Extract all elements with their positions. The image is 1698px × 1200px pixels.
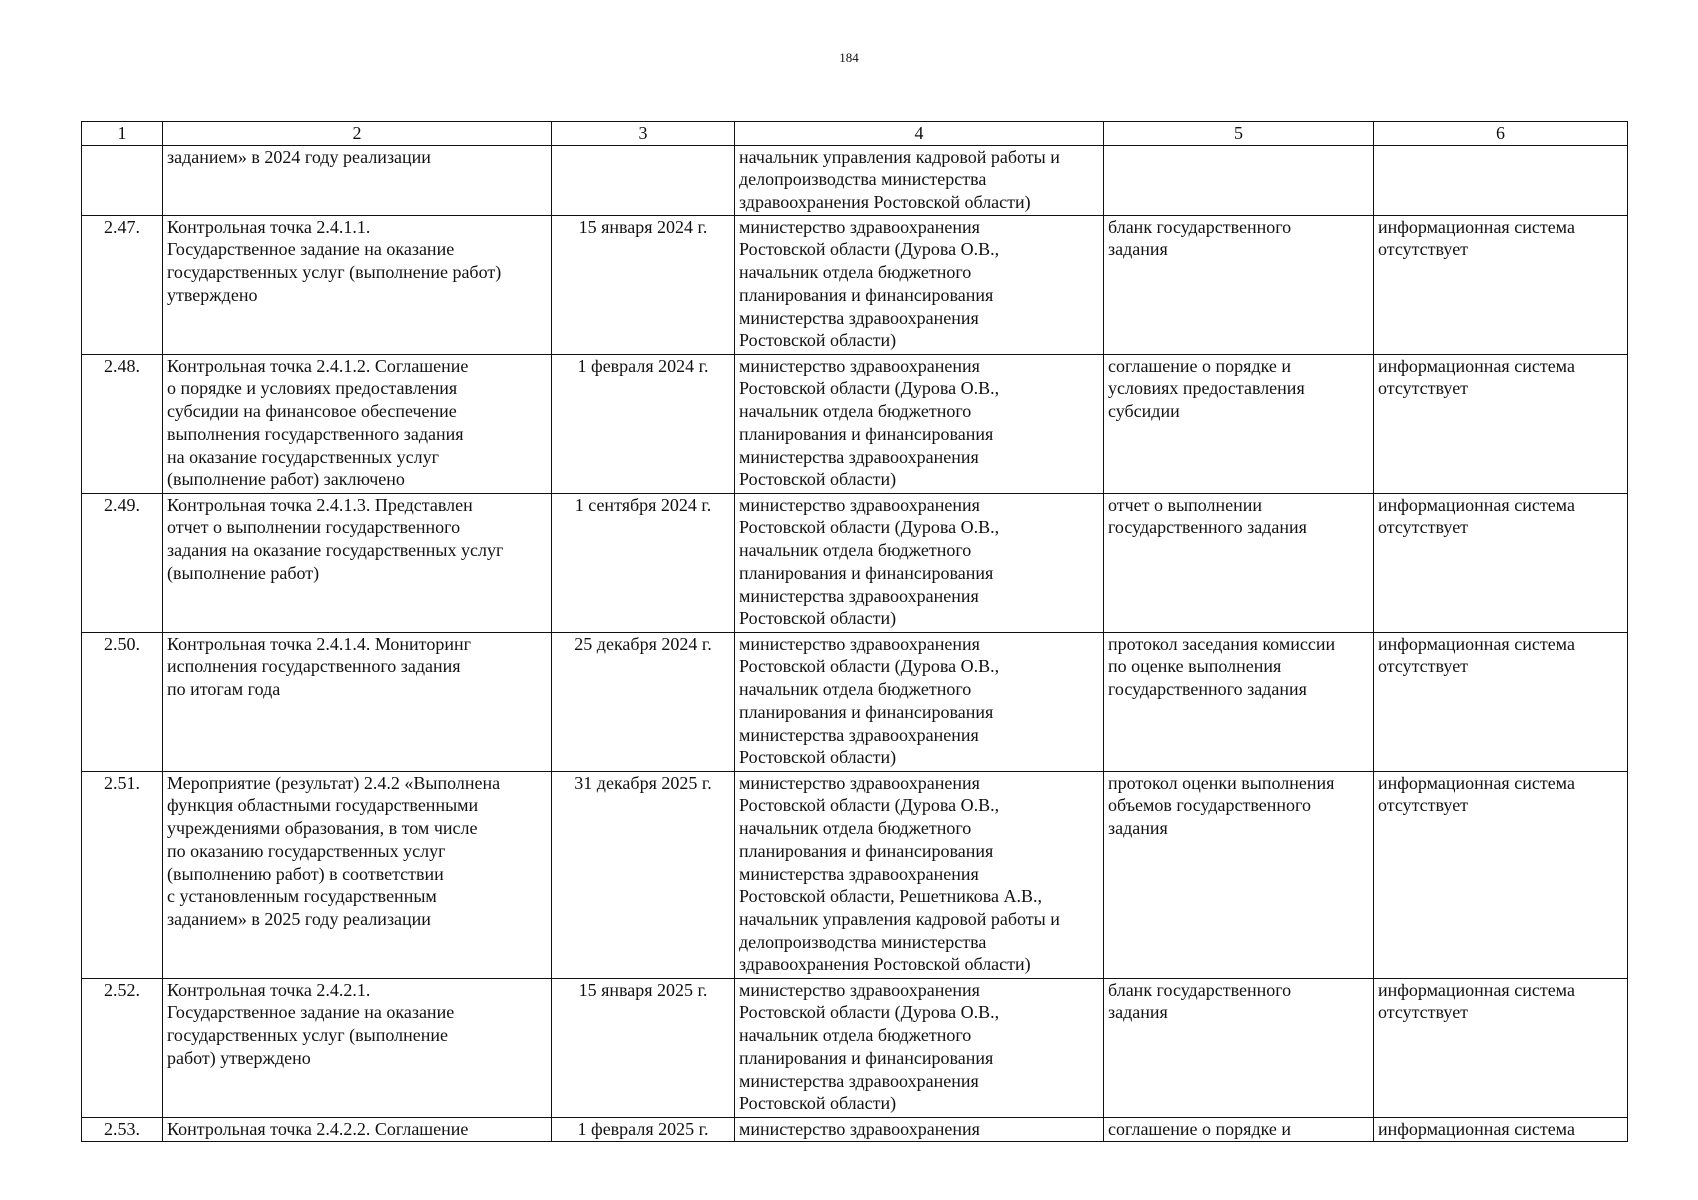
column-header: 1 bbox=[82, 122, 163, 146]
row-document: отчет о выполнении государственного задания bbox=[1104, 493, 1374, 632]
row-responsible: начальник управления кадровой работы и делопроизводства министерства здравоохранения Ростовской области) bbox=[735, 145, 1104, 215]
row-number: 2.50. bbox=[82, 632, 163, 771]
row-information-system: информационная система отсутствует bbox=[1374, 632, 1628, 771]
table-row bbox=[82, 1117, 1628, 1141]
row-information-system: информационная система отсутствует bbox=[1374, 215, 1628, 354]
row-document: бланк государственного задания bbox=[1104, 215, 1374, 354]
table-header-row bbox=[82, 122, 1628, 146]
row-description: Мероприятие (результат) 2.4.2 «Выполнена функция областными государственными учреждениями образования, в том числе по оказанию государственных услуг (выполнению работ) в соответствии с установленным государственным заданием» в 2025 году реализации bbox=[163, 771, 552, 978]
row-number: 2.51. bbox=[82, 771, 163, 978]
row-information-system: информационная система отсутствует bbox=[1374, 771, 1628, 978]
row-responsible: министерство здравоохранения Ростовской области (Дурова О.В., начальник отдела бюджетного планирования и финансирования министерства здравоохранения Ростовской области) bbox=[735, 493, 1104, 632]
events-table bbox=[81, 121, 1628, 1142]
row-date: 1 февраля 2024 г. bbox=[552, 354, 735, 493]
row-date: 31 декабря 2025 г. bbox=[552, 771, 735, 978]
table-row bbox=[82, 771, 1628, 978]
row-description: Контрольная точка 2.4.2.2. Соглашение bbox=[163, 1117, 552, 1141]
row-date: 1 февраля 2025 г. bbox=[552, 1117, 735, 1141]
row-date: 15 января 2025 г. bbox=[552, 978, 735, 1117]
page-number: 184 bbox=[839, 50, 859, 65]
column-header: 5 bbox=[1104, 122, 1374, 146]
row-description: Контрольная точка 2.4.1.3. Представлен отчет о выполнении государственного задания на оказание государственных услуг (выполнение работ) bbox=[163, 493, 552, 632]
column-header: 2 bbox=[163, 122, 552, 146]
row-responsible: министерство здравоохранения Ростовской области (Дурова О.В., начальник отдела бюджетного планирования и финансирования министерства здравоохранения Ростовской области) bbox=[735, 632, 1104, 771]
column-header: 4 bbox=[735, 122, 1104, 146]
row-number: 2.52. bbox=[82, 978, 163, 1117]
row-description: Контрольная точка 2.4.2.1. Государственное задание на оказание государственных услуг (выполнение работ) утверждено bbox=[163, 978, 552, 1117]
row-number: 2.47. bbox=[82, 215, 163, 354]
row-date: 25 декабря 2024 г. bbox=[552, 632, 735, 771]
row-description: Контрольная точка 2.4.1.1. Государственное задание на оказание государственных услуг (выполнение работ) утверждено bbox=[163, 215, 552, 354]
row-information-system: информационная система bbox=[1374, 1117, 1628, 1141]
row-responsible: министерство здравоохранения bbox=[735, 1117, 1104, 1141]
table-row bbox=[82, 215, 1628, 354]
row-document: соглашение о порядке и bbox=[1104, 1117, 1374, 1141]
row-description: заданием» в 2024 году реализации bbox=[163, 145, 552, 215]
row-document: протокол заседания комиссии по оценке выполнения государственного задания bbox=[1104, 632, 1374, 771]
row-information-system: информационная система отсутствует bbox=[1374, 978, 1628, 1117]
row-information-system: информационная система отсутствует bbox=[1374, 493, 1628, 632]
row-information-system: информационная система отсутствует bbox=[1374, 354, 1628, 493]
row-document bbox=[1104, 145, 1374, 215]
table-row bbox=[82, 354, 1628, 493]
table-row bbox=[82, 978, 1628, 1117]
row-number bbox=[82, 145, 163, 215]
table-row bbox=[82, 493, 1628, 632]
table-row bbox=[82, 145, 1628, 215]
row-responsible: министерство здравоохранения Ростовской области (Дурова О.В., начальник отдела бюджетного планирования и финансирования министерства здравоохранения Ростовской области, Решетникова А.В., начальник управления кадровой работы и делопроизводства министерства здравоохранения Ростовской области) bbox=[735, 771, 1104, 978]
column-header: 3 bbox=[552, 122, 735, 146]
table-row bbox=[82, 632, 1628, 771]
row-number: 2.48. bbox=[82, 354, 163, 493]
row-date bbox=[552, 145, 735, 215]
row-date: 15 января 2024 г. bbox=[552, 215, 735, 354]
row-description: Контрольная точка 2.4.1.2. Соглашение о порядке и условиях предоставления субсидии на финансовое обеспечение выполнения государственного задания на оказание государственных услуг (выполнение работ) заключено bbox=[163, 354, 552, 493]
row-description: Контрольная точка 2.4.1.4. Мониторинг исполнения государственного задания по итогам года bbox=[163, 632, 552, 771]
row-document: бланк государственного задания bbox=[1104, 978, 1374, 1117]
row-responsible: министерство здравоохранения Ростовской области (Дурова О.В., начальник отдела бюджетного планирования и финансирования министерства здравоохранения Ростовской области) bbox=[735, 354, 1104, 493]
row-date: 1 сентября 2024 г. bbox=[552, 493, 735, 632]
column-header: 6 bbox=[1374, 122, 1628, 146]
row-number: 2.53. bbox=[82, 1117, 163, 1141]
row-number: 2.49. bbox=[82, 493, 163, 632]
row-responsible: министерство здравоохранения Ростовской области (Дурова О.В., начальник отдела бюджетного планирования и финансирования министерства здравоохранения Ростовской области) bbox=[735, 978, 1104, 1117]
row-document: соглашение о порядке и условиях предоставления субсидии bbox=[1104, 354, 1374, 493]
row-information-system bbox=[1374, 145, 1628, 215]
row-document: протокол оценки выполнения объемов государственного задания bbox=[1104, 771, 1374, 978]
row-responsible: министерство здравоохранения Ростовской области (Дурова О.В., начальник отдела бюджетного планирования и финансирования министерства здравоохранения Ростовской области) bbox=[735, 215, 1104, 354]
